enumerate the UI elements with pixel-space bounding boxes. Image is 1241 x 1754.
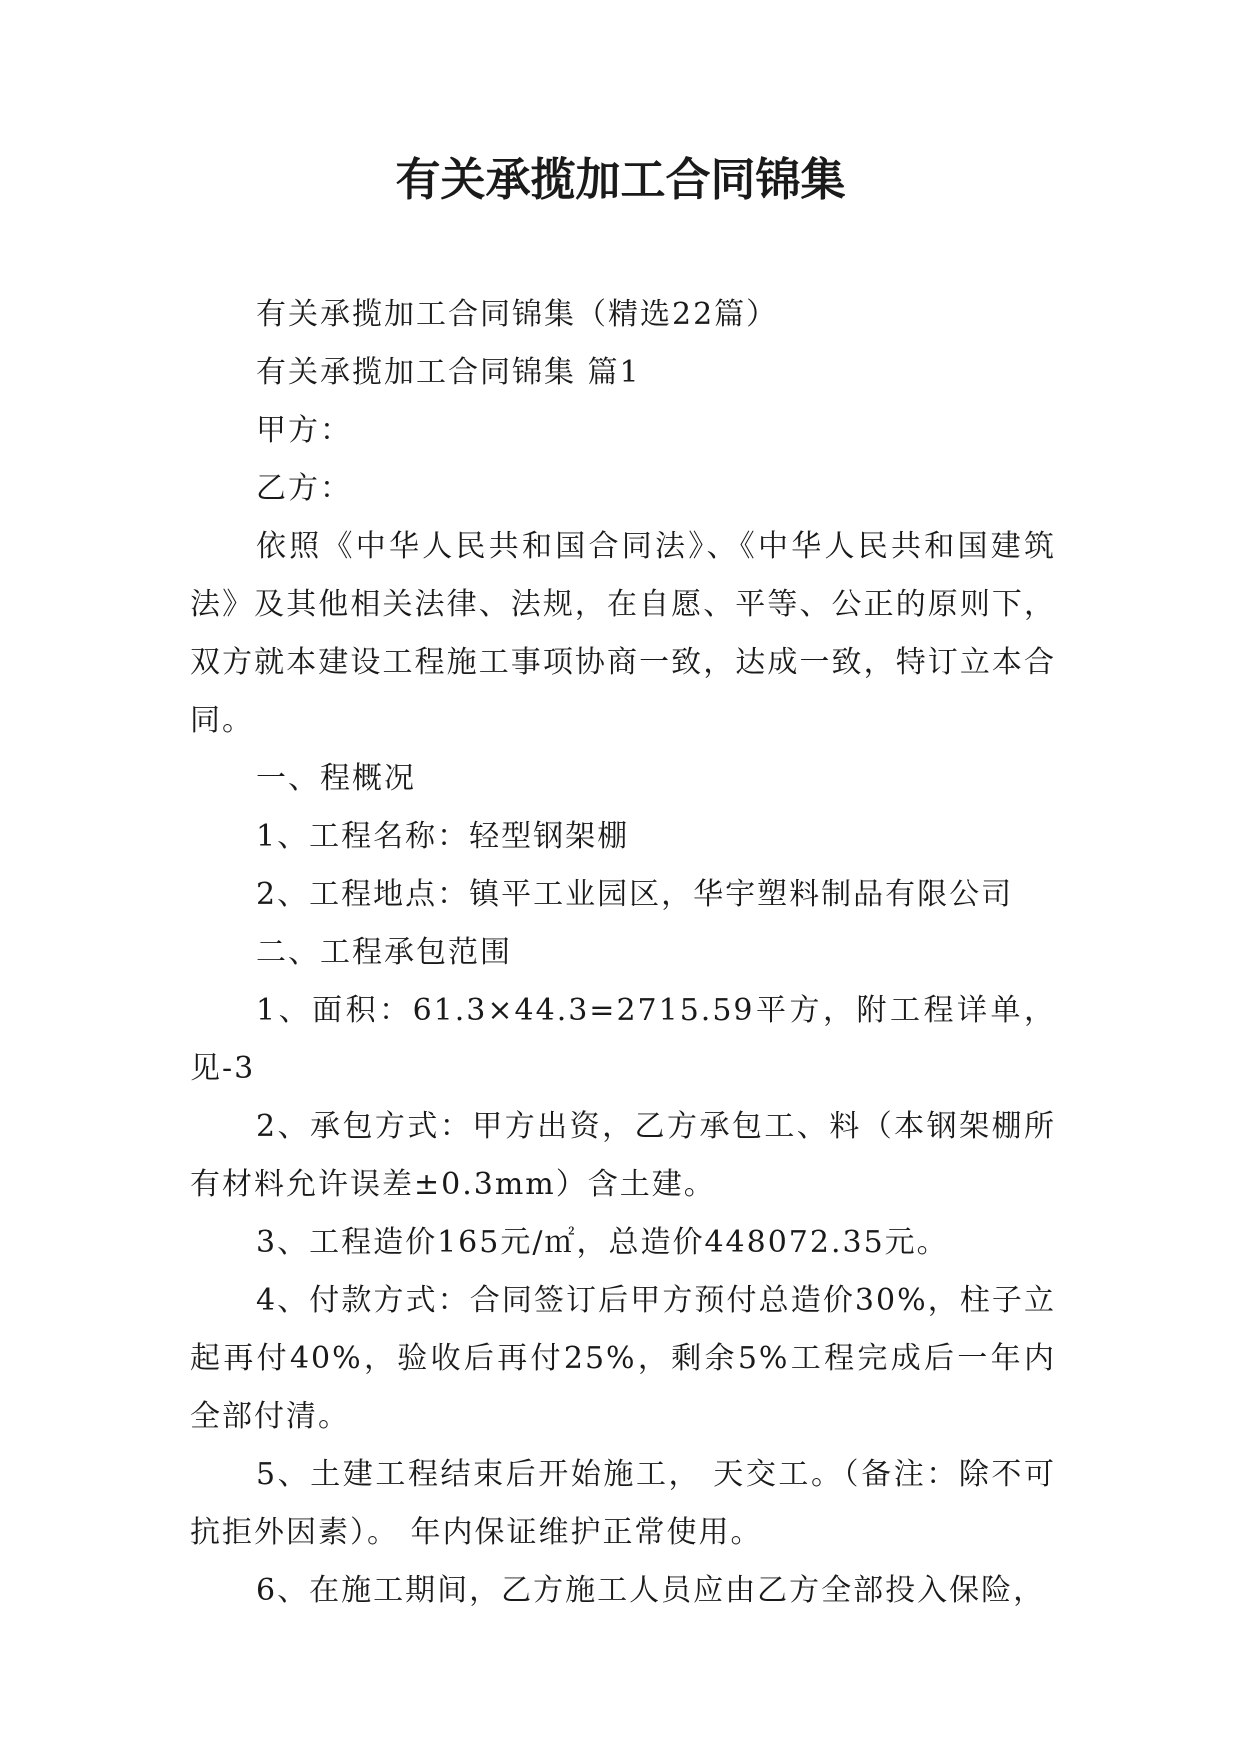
paragraph-area: 1、面积：61.3×44.3=2715.59平方，附工程详单，见-3	[190, 993, 1056, 1086]
paragraph-payment: 4、付款方式：合同签订后甲方预付总造价30%，柱子立起再付40%，验收后再付25%，剩余5%工程完成后一年内全部付清。	[190, 1283, 1056, 1434]
document-body	[190, 286, 1056, 1620]
paragraph-scope-heading: 二、工程承包范围	[256, 935, 512, 970]
paragraph-contract-method: 2、承包方式：甲方出资，乙方承包工、料（本钢架棚所有材料允许误差±0.3mm）含土建。	[190, 1109, 1056, 1202]
paragraph-subtitle: 有关承揽加工合同锦集（精选22篇）	[256, 297, 779, 332]
paragraph-project-name: 1、工程名称：轻型钢架棚	[256, 819, 630, 854]
paragraph-party-b: 乙方：	[256, 471, 352, 506]
paragraph-preamble: 依照《中华人民共和国合同法》、《中华人民共和国建筑法》及其他相关法律、法规，在自愿、平等、公正的原则下，双方就本建设工程施工事项协商一致，达成一致，特订立本合同。	[190, 529, 1056, 738]
document-title: 有关承揽加工合同锦集	[395, 153, 846, 206]
paragraph-cost: 3、工程造价165元/㎡，总造价448072.35元。	[256, 1225, 949, 1260]
paragraph-project-overview-heading: 一、程概况	[256, 761, 416, 796]
paragraph-insurance: 6、在施工期间，乙方施工人员应由乙方全部投入保险，	[256, 1573, 1046, 1608]
paragraph-project-location: 2、工程地点：镇平工业园区，华宇塑料制品有限公司	[256, 877, 1014, 912]
paragraph-schedule: 5、土建工程结束后开始施工， 天交工。（备注：除不可抗拒外因素）。 年内保证维护正常使用。	[190, 1457, 1056, 1550]
paragraph-party-a: 甲方：	[256, 413, 352, 448]
paragraph-section-heading: 有关承揽加工合同锦集 篇1	[256, 355, 641, 390]
